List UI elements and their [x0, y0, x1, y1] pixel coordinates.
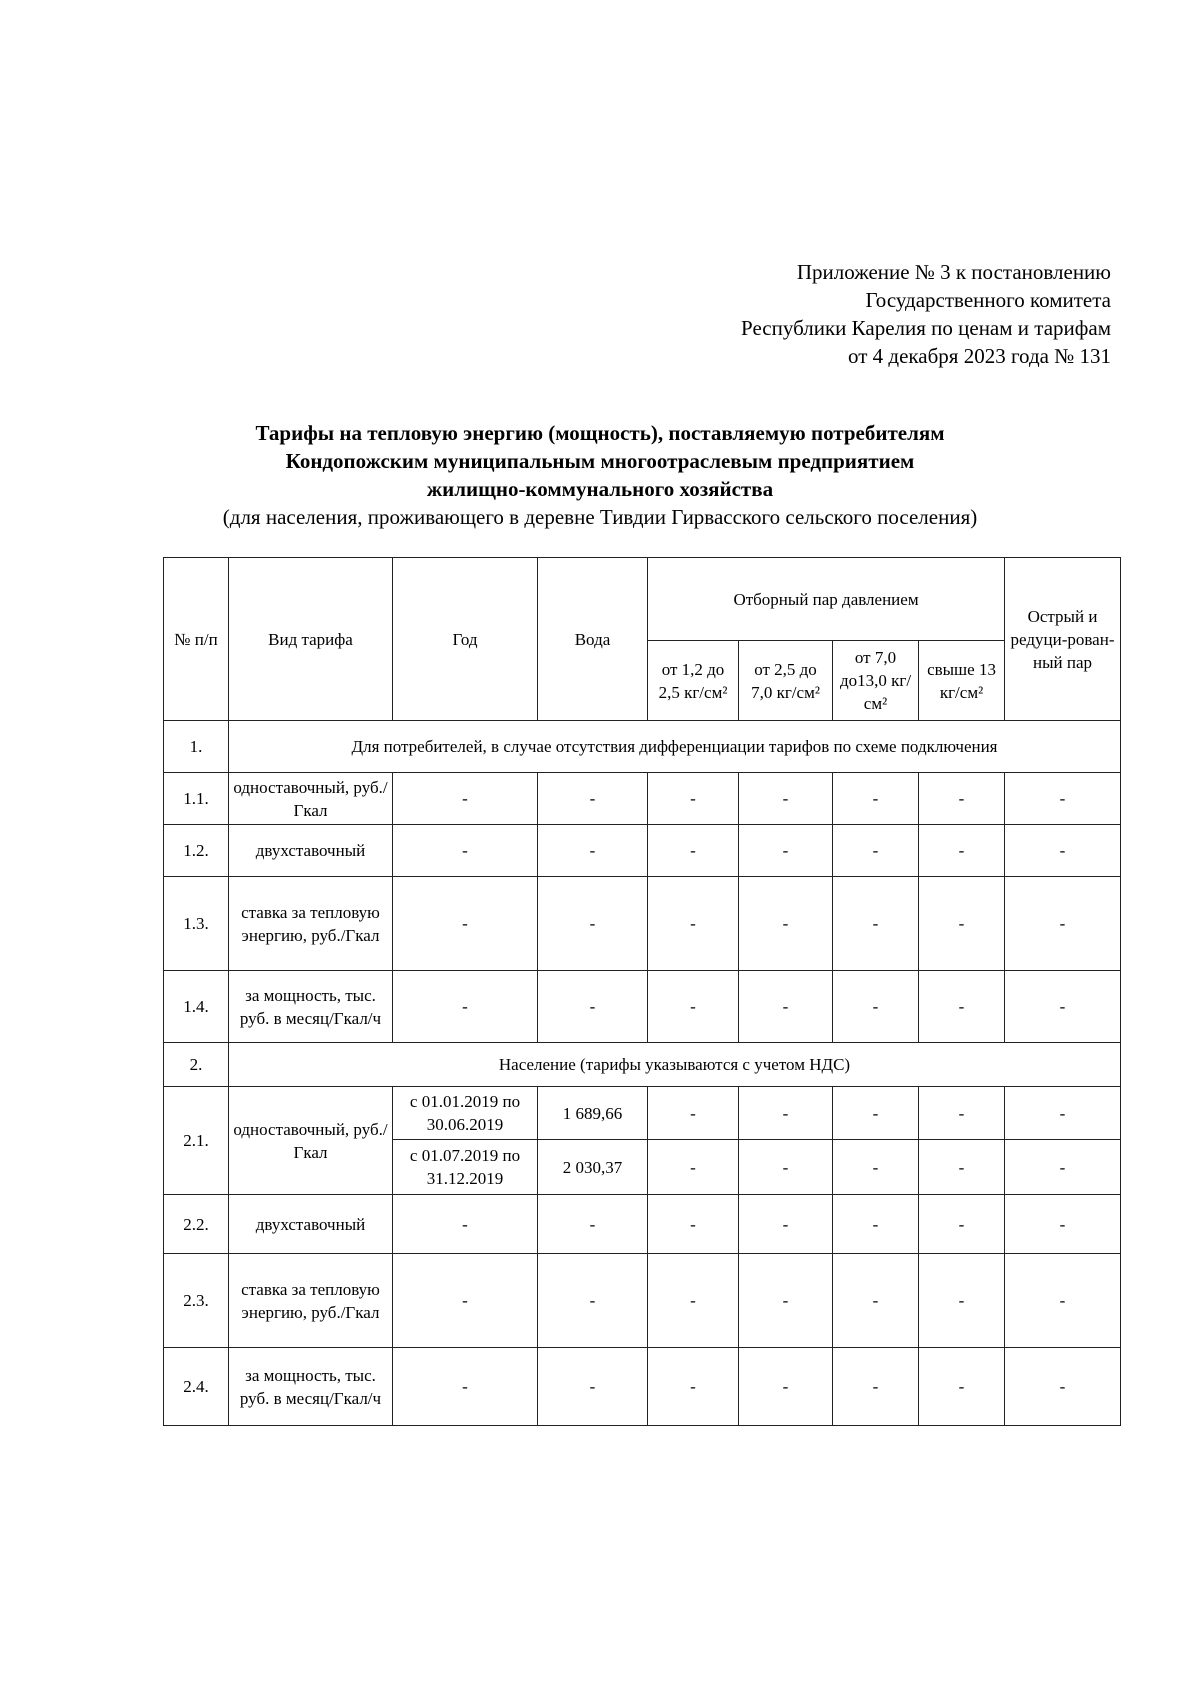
row-p4: -	[919, 1087, 1005, 1140]
row-num: 2.4.	[164, 1348, 229, 1426]
row-p3: -	[833, 773, 919, 825]
title-line-2: Кондопожским муниципальным многоотраслевым предприятием	[285, 449, 915, 473]
row-p2: -	[739, 877, 833, 971]
row-p2: -	[739, 773, 833, 825]
row-type: ставка за тепловую энергию, руб./Гкал	[229, 877, 393, 971]
row-sharp: -	[1005, 1254, 1121, 1348]
row-type: ставка за тепловую энергию, руб./Гкал	[229, 1254, 393, 1348]
row-num: 1.4.	[164, 971, 229, 1043]
row-water: -	[538, 877, 648, 971]
row-p4: -	[919, 877, 1005, 971]
row-p3: -	[833, 1254, 919, 1348]
row-year: -	[393, 773, 538, 825]
row-num: 1.2.	[164, 825, 229, 877]
row-type: одноставочный, руб./Гкал	[229, 1087, 393, 1195]
row-p3: -	[833, 877, 919, 971]
row-water: -	[538, 773, 648, 825]
header-water: Вода	[538, 558, 648, 721]
row-water: -	[538, 1348, 648, 1426]
header-steam-col: от 2,5 до 7,0 кг/см²	[739, 641, 833, 721]
row-num: 2.2.	[164, 1195, 229, 1254]
row-p3: -	[833, 825, 919, 877]
row-p1: -	[648, 1348, 739, 1426]
section-title: Население (тарифы указываются с учетом НДС)	[229, 1043, 1121, 1087]
header-sharp-steam: Острый и редуци-рован-ный пар	[1005, 558, 1121, 721]
row-p4: -	[919, 773, 1005, 825]
row-sharp: -	[1005, 825, 1121, 877]
section-num: 2.	[164, 1043, 229, 1087]
header-steam-col: свыше 13 кг/см²	[919, 641, 1005, 721]
row-p1: -	[648, 825, 739, 877]
row-year: -	[393, 1348, 538, 1426]
row-p1: -	[648, 1254, 739, 1348]
row-p1: -	[648, 1195, 739, 1254]
row-p1: -	[648, 1087, 739, 1140]
row-year: -	[393, 971, 538, 1043]
row-p3: -	[833, 1087, 919, 1140]
row-p1: -	[648, 1140, 739, 1195]
row-sharp: -	[1005, 773, 1121, 825]
row-sharp: -	[1005, 1087, 1121, 1140]
row-num: 1.1.	[164, 773, 229, 825]
appendix-block	[741, 258, 1111, 370]
appendix-line: Государственного комитета	[865, 288, 1111, 312]
row-p1: -	[648, 773, 739, 825]
row-p2: -	[739, 1348, 833, 1426]
row-p3: -	[833, 1195, 919, 1254]
row-year: -	[393, 1195, 538, 1254]
appendix-line: Республики Карелия по ценам и тарифам	[741, 316, 1111, 340]
row-sharp: -	[1005, 971, 1121, 1043]
row-water: -	[538, 1195, 648, 1254]
row-p4: -	[919, 825, 1005, 877]
row-year: с 01.01.2019 по 30.06.2019	[393, 1087, 538, 1140]
header-steam-col: от 7,0 до13,0 кг/см²	[833, 641, 919, 721]
row-water: -	[538, 825, 648, 877]
title-subtitle: (для населения, проживающего в деревне Тивдии Гирвасского сельского поселения)	[222, 505, 978, 529]
tariff-table	[163, 557, 1121, 1426]
document-title	[150, 419, 1050, 531]
row-p4: -	[919, 1140, 1005, 1195]
appendix-line: Приложение № 3 к постановлению	[796, 260, 1111, 284]
appendix-line: от 4 декабря 2023 года № 131	[848, 344, 1111, 368]
row-p2: -	[739, 1254, 833, 1348]
row-water: -	[538, 1254, 648, 1348]
row-p3: -	[833, 1348, 919, 1426]
row-year: -	[393, 1254, 538, 1348]
row-p3: -	[833, 1140, 919, 1195]
section-title: Для потребителей, в случае отсутствия дифференциации тарифов по схеме подключения	[229, 721, 1121, 773]
row-type: двухставочный	[229, 825, 393, 877]
row-p3: -	[833, 971, 919, 1043]
row-sharp: -	[1005, 877, 1121, 971]
row-year: -	[393, 877, 538, 971]
row-num: 1.3.	[164, 877, 229, 971]
row-num: 2.3.	[164, 1254, 229, 1348]
row-p2: -	[739, 1140, 833, 1195]
row-num: 2.1.	[164, 1087, 229, 1195]
row-type: одноставочный, руб./Гкал	[229, 773, 393, 825]
row-sharp: -	[1005, 1140, 1121, 1195]
row-p2: -	[739, 971, 833, 1043]
header-type: Вид тарифа	[229, 558, 393, 721]
title-line-1: Тарифы на тепловую энергию (мощность), поставляемую потребителям	[255, 421, 945, 445]
row-p1: -	[648, 877, 739, 971]
row-water: -	[538, 971, 648, 1043]
header-year: Год	[393, 558, 538, 721]
row-type: за мощность, тыс. руб. в месяц/Гкал/ч	[229, 971, 393, 1043]
row-sharp: -	[1005, 1195, 1121, 1254]
row-p1: -	[648, 971, 739, 1043]
header-num: № п/п	[164, 558, 229, 721]
section-num: 1.	[164, 721, 229, 773]
row-p2: -	[739, 1195, 833, 1254]
header-steam-col: от 1,2 до 2,5 кг/см²	[648, 641, 739, 721]
row-p4: -	[919, 1254, 1005, 1348]
row-type: двухставочный	[229, 1195, 393, 1254]
row-year: -	[393, 825, 538, 877]
row-year: с 01.07.2019 по 31.12.2019	[393, 1140, 538, 1195]
row-p2: -	[739, 825, 833, 877]
title-line-3: жилищно-коммунального хозяйства	[426, 477, 774, 501]
row-p2: -	[739, 1087, 833, 1140]
row-p4: -	[919, 971, 1005, 1043]
row-sharp: -	[1005, 1348, 1121, 1426]
row-water: 1 689,66	[538, 1087, 648, 1140]
row-p4: -	[919, 1348, 1005, 1426]
row-p4: -	[919, 1195, 1005, 1254]
row-type: за мощность, тыс. руб. в месяц/Гкал/ч	[229, 1348, 393, 1426]
header-steam-group: Отборный пар давлением	[648, 558, 1005, 641]
row-water: 2 030,37	[538, 1140, 648, 1195]
